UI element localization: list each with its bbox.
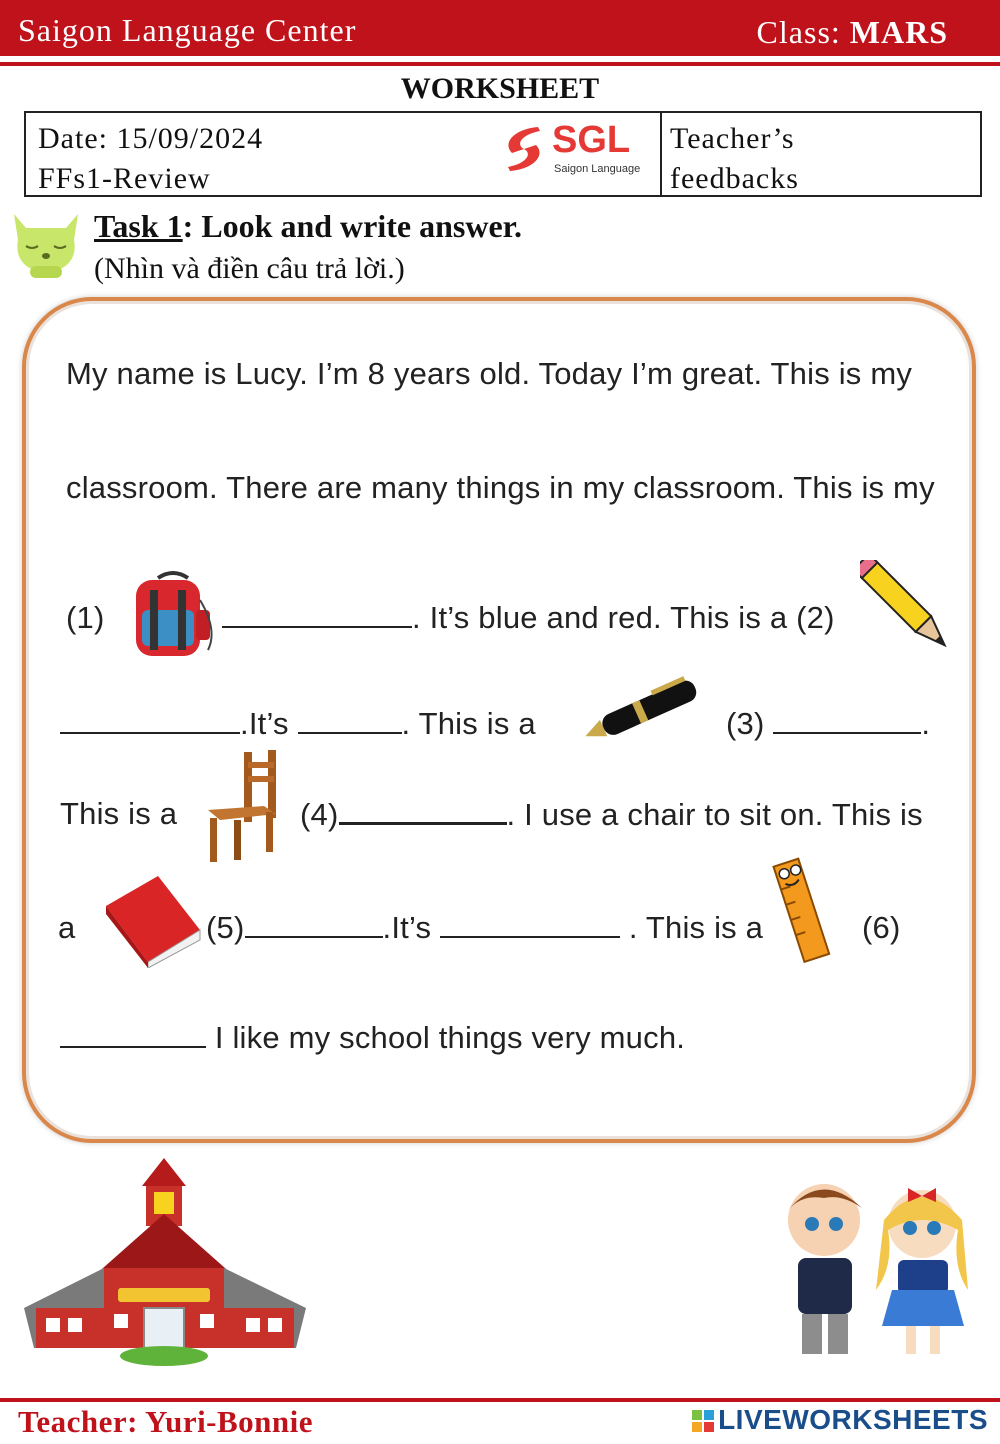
- teacher-credit: Teacher: Yuri-Bonnie: [18, 1404, 314, 1439]
- task-translation: (Nhìn và điền câu trả lời.): [94, 252, 405, 285]
- pen-icon: [578, 672, 706, 750]
- line-5-text: . I use a chair to sit on. This is: [506, 797, 923, 832]
- line-6-this-is: . This is a: [628, 910, 764, 945]
- label-3: (3): [726, 706, 765, 741]
- class-info: [757, 14, 948, 51]
- passage-line-4a: [60, 706, 536, 742]
- school-building-icon: [24, 1158, 306, 1366]
- passage-line-4b: [726, 706, 930, 742]
- class-label: Class:: [756, 14, 841, 50]
- header-divider: [0, 62, 1000, 66]
- label-6: (6): [862, 910, 901, 945]
- line-7-text: I like my school things very much.: [214, 1020, 686, 1055]
- line-4-its: .It’s: [240, 706, 289, 741]
- logo-subtext: Saigon Language: [554, 163, 641, 175]
- worksheet-title: WORKSHEET: [400, 72, 600, 105]
- feedback-line1: Teacher’s: [670, 122, 795, 155]
- passage-line-6b: [206, 910, 763, 946]
- header-bar: [0, 0, 1000, 56]
- lesson-line: FFs1-Review: [38, 162, 211, 195]
- passage-line-5a: This is a: [60, 796, 178, 831]
- label-4: (4): [300, 797, 339, 832]
- info-left: [38, 119, 263, 199]
- answer-blank-2-color[interactable]: [298, 706, 402, 734]
- date-line: Date: 15/09/2024: [38, 122, 264, 155]
- passage-line-2: classroom. There are many things in my classroom. This is my: [66, 470, 935, 505]
- feedback-cell: [670, 119, 799, 199]
- liveworksheets-brand[interactable]: [692, 1404, 988, 1436]
- answer-blank-5-color[interactable]: [440, 910, 620, 938]
- backpack-icon: [128, 570, 218, 658]
- passage-line-1: My name is Lucy. I’m 8 years old. Today I’m great. This is my: [66, 356, 913, 391]
- passage-line-3: [222, 600, 835, 636]
- line-3-text: . It’s blue and red. This is a (2): [412, 600, 835, 635]
- brand-name: LIVEWORKSHEETS: [718, 1404, 988, 1435]
- task-number: Task 1: [94, 208, 183, 244]
- liveworksheets-logo-icon: [692, 1410, 714, 1432]
- pencil-icon: [860, 560, 960, 664]
- sgl-logo: [494, 119, 650, 183]
- cat-mascot-icon: [4, 200, 88, 280]
- sgl-swoosh-icon: [494, 119, 554, 179]
- task-instruction: : Look and write answer.: [182, 208, 522, 244]
- passage-line-7: [60, 1020, 685, 1056]
- feedback-line2: feedbacks: [670, 162, 799, 195]
- answer-blank-5[interactable]: [245, 910, 383, 938]
- info-table: [24, 111, 982, 197]
- answer-blank-6[interactable]: [60, 1020, 206, 1048]
- answer-blank-1[interactable]: [222, 600, 412, 628]
- line-6-its: .It’s: [382, 910, 432, 945]
- center-name: Saigon Language Center: [18, 12, 357, 48]
- label-1: (1): [66, 600, 105, 635]
- answer-blank-3[interactable]: [773, 706, 921, 734]
- class-value: MARS: [849, 14, 948, 50]
- footer-divider: [0, 1398, 1000, 1402]
- ruler-icon: [764, 854, 840, 964]
- line-4-period: .: [921, 706, 931, 741]
- passage-line-6a: a: [58, 910, 76, 945]
- answer-blank-4[interactable]: [339, 796, 507, 825]
- answer-blank-2[interactable]: [60, 706, 240, 734]
- task-title: [94, 208, 522, 245]
- line-4-this-is: . This is a: [401, 706, 536, 741]
- chair-icon: [204, 748, 280, 864]
- table-divider: [660, 113, 662, 195]
- passage-line-5b: [300, 796, 923, 833]
- logo-text: SGL: [552, 119, 631, 161]
- schoolkids-icon: [772, 1170, 986, 1366]
- book-icon: [102, 870, 204, 968]
- label-5: (5): [206, 910, 245, 945]
